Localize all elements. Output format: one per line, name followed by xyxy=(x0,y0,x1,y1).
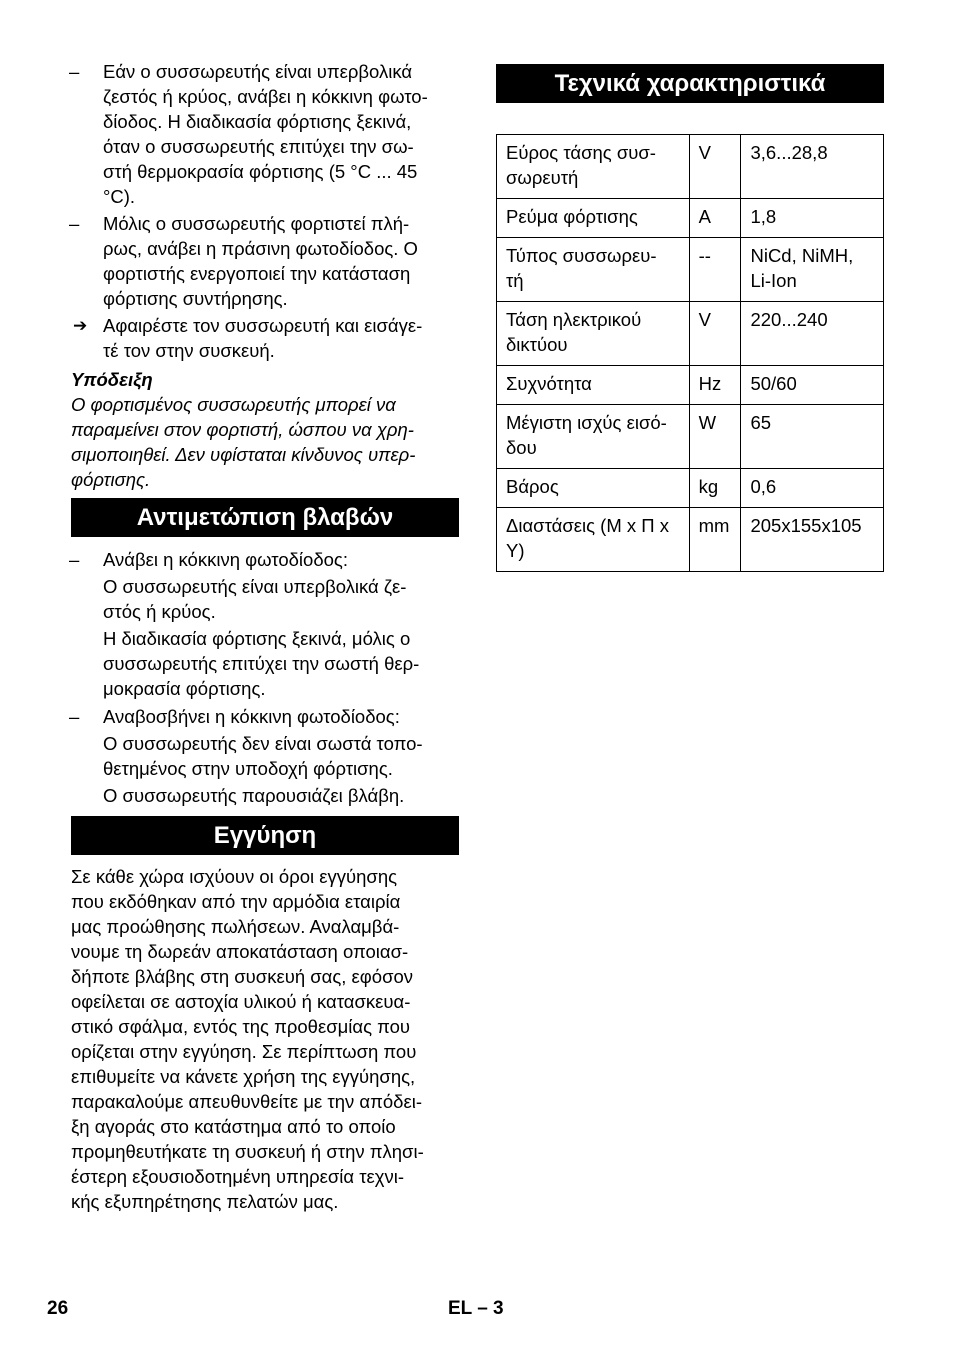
sub-paragraph xyxy=(103,626,459,701)
spec-value xyxy=(741,135,884,199)
spec-label xyxy=(497,199,690,238)
table-row xyxy=(497,135,884,199)
spec-label-line: Διαστάσεις (Μ x Π x xyxy=(506,515,670,536)
table-row xyxy=(497,366,884,405)
spec-unit: mm xyxy=(689,508,741,572)
text-line: μοκρασία φόρτισης. xyxy=(103,678,266,699)
spec-value-line: 65 xyxy=(750,412,772,433)
spec-value xyxy=(741,508,884,572)
warranty-line: που εκδόθηκαν από την αρμόδια εταιρία xyxy=(71,891,401,912)
sub-paragraph xyxy=(103,783,459,808)
spec-value xyxy=(741,238,884,302)
charging-steps-list xyxy=(71,59,459,363)
table-row xyxy=(497,469,884,508)
dash-bullet: – xyxy=(69,61,80,82)
text-line: όταν ο συσσωρευτής επιτύχει την σω- xyxy=(103,136,414,157)
warranty-line: κής εξυπηρέτησης πελατών μας. xyxy=(71,1191,339,1212)
text-line: Ο συσσωρευτής παρουσιάζει βλάβη. xyxy=(103,785,405,806)
text-line: δίοδος. Η διαδικασία φόρτισης ξεκινά, xyxy=(103,111,412,132)
note-body xyxy=(71,392,459,492)
spec-label xyxy=(497,238,690,302)
troubleshooting-heading: Αντιμετώπιση βλαβών xyxy=(71,498,459,537)
list-item xyxy=(71,313,459,363)
spec-value-line: Li-Ion xyxy=(750,270,797,291)
list-item xyxy=(71,547,459,701)
spec-label-line: Τάση ηλεκτρικού xyxy=(506,309,642,330)
spec-label-line: Υ) xyxy=(506,540,525,561)
warranty-line: ορίζεται στην εγγύηση. Σε περίπτωση που xyxy=(71,1041,417,1062)
spec-label-line: Ρεύμα φόρτισης xyxy=(506,206,638,227)
spec-value xyxy=(741,199,884,238)
text-line: Εάν ο συσσωρευτής είναι υπερβολικά xyxy=(103,61,413,82)
warranty-line: Σε κάθε χώρα ισχύουν οι όροι εγγύησης xyxy=(71,866,398,887)
spec-label xyxy=(497,302,690,366)
specs-heading: Τεχνικά χαρακτηριστικά xyxy=(496,64,884,103)
text-line: Αναβοσβήνει η κόκκινη φωτοδίοδος: xyxy=(103,706,400,727)
spec-value-line: NiCd, NiMH, xyxy=(750,245,854,266)
right-column xyxy=(496,64,884,572)
spec-unit: W xyxy=(689,405,741,469)
spec-label-line: Συχνότητα xyxy=(506,373,592,394)
spec-unit: -- xyxy=(689,238,741,302)
spec-value xyxy=(741,405,884,469)
spec-label-line: Τύπος συσσωρευ- xyxy=(506,245,657,266)
spec-value-line: 1,8 xyxy=(750,206,777,227)
text-line: τέ τον στην συσκευή. xyxy=(103,340,275,361)
spec-value xyxy=(741,302,884,366)
list-item xyxy=(71,211,459,311)
table-row xyxy=(497,405,884,469)
text-line: φόρτισης συντήρησης. xyxy=(103,288,288,309)
left-column xyxy=(71,59,459,1214)
spec-value-line: 0,6 xyxy=(750,476,777,497)
table-row xyxy=(497,238,884,302)
note-line: Ο φορτισμένος συσσωρευτής μπορεί να xyxy=(71,394,396,415)
table-row xyxy=(497,508,884,572)
spec-label-line: δικτύου xyxy=(506,334,568,355)
spec-label xyxy=(497,135,690,199)
sub-paragraph xyxy=(103,574,459,624)
warranty-line: ξη αγοράς στο κατάστημα από το οποίο xyxy=(71,1116,396,1137)
warranty-line: μας προώθησης πωλήσεων. Αναλαμβά- xyxy=(71,916,400,937)
text-line: στός ή κρύος. xyxy=(103,601,216,622)
text-line: Ο συσσωρευτής είναι υπερβολικά ζε- xyxy=(103,576,407,597)
page-number: 26 xyxy=(47,1298,69,1319)
warranty-line: στικό σφάλμα, εντός της προθεσμίας που xyxy=(71,1016,411,1037)
spec-label-line: τή xyxy=(506,270,524,291)
warranty-line: παρακαλούμε απευθυνθείτε με την απόδει- xyxy=(71,1091,422,1112)
warranty-line: νουμε τη δωρεάν αποκατάσταση οποιασ- xyxy=(71,941,409,962)
text-line: Η διαδικασία φόρτισης ξεκινά, μόλις ο xyxy=(103,628,411,649)
sub-paragraph xyxy=(103,731,459,781)
spec-label xyxy=(497,469,690,508)
warranty-line: επιθυμείτε να κάνετε χρήση της εγγύησης, xyxy=(71,1066,416,1087)
text-line: Ο συσσωρευτής δεν είναι σωστά τοπο- xyxy=(103,733,423,754)
spec-label xyxy=(497,508,690,572)
warranty-text xyxy=(71,864,459,1214)
text-line: Ανάβει η κόκκινη φωτοδίοδος: xyxy=(103,549,348,570)
table-row xyxy=(497,199,884,238)
text-line: Μόλις ο συσσωρευτής φορτιστεί πλή- xyxy=(103,213,410,234)
dash-bullet: – xyxy=(69,213,80,234)
spec-unit: kg xyxy=(689,469,741,508)
text-line: φορτιστής ενεργοποιεί την κατάσταση xyxy=(103,263,411,284)
spec-label-line: Μέγιστη ισχύς εισό- xyxy=(506,412,667,433)
troubleshooting-list xyxy=(71,547,459,808)
spec-label xyxy=(497,405,690,469)
text-line: συσσωρευτής επιτύχει την σωστή θερ- xyxy=(103,653,420,674)
text-line: ρως, ανάβει η πράσινη φωτοδίοδος. Ο xyxy=(103,238,418,259)
warranty-heading: Εγγύηση xyxy=(71,816,459,855)
note-line: σιμοποιηθεί. Δεν υφίσταται κίνδυνος υπερ- xyxy=(71,444,416,465)
spec-value xyxy=(741,366,884,405)
spec-label-line: δου xyxy=(506,437,537,458)
list-item xyxy=(71,59,459,209)
note-line: παραμείνει στον φορτιστή, ώσπου να χρη- xyxy=(71,419,414,440)
spec-label xyxy=(497,366,690,405)
spec-unit: V xyxy=(689,135,741,199)
list-item xyxy=(71,704,459,808)
spec-unit: Hz xyxy=(689,366,741,405)
dash-bullet: – xyxy=(69,706,80,727)
text-line: °C). xyxy=(103,186,136,207)
table-row xyxy=(497,302,884,366)
note-line: φόρτισης. xyxy=(71,469,151,490)
spec-label-line: σωρευτή xyxy=(506,167,579,188)
spec-value xyxy=(741,469,884,508)
language-page-label: EL – 3 xyxy=(448,1298,504,1319)
spec-value-line: 205x155x105 xyxy=(750,515,862,536)
warranty-line: έστερη εξουσιοδοτημένη υπηρεσία τεχνι- xyxy=(71,1166,405,1187)
spec-unit: A xyxy=(689,199,741,238)
specs-table xyxy=(496,134,884,572)
spec-unit: V xyxy=(689,302,741,366)
note-title: Υπόδειξη xyxy=(71,369,153,390)
warranty-line: προμηθευτήκατε τη συσκευή ή στην πλησι- xyxy=(71,1141,424,1162)
spec-value-line: 220...240 xyxy=(750,309,828,330)
text-line: Αφαιρέστε τον συσσωρευτή και εισάγε- xyxy=(103,315,423,336)
text-line: στή θερμοκρασία φόρτισης (5 °C ... 45 xyxy=(103,161,418,182)
warranty-line: δήποτε βλάβης στη συσκευή σας, εφόσον xyxy=(71,966,414,987)
warranty-line: οφείλεται σε αστοχία υλικού ή κατασκευα- xyxy=(71,991,411,1012)
text-line: θετημένος στην υποδοχή φόρτισης. xyxy=(103,758,393,779)
spec-label-line: Εύρος τάσης συσ- xyxy=(506,142,656,163)
dash-bullet: – xyxy=(69,549,80,570)
spec-value-line: 3,6...28,8 xyxy=(750,142,828,163)
spec-value-line: 50/60 xyxy=(750,373,797,394)
arrow-right-icon: ➔ xyxy=(73,316,88,335)
text-line: ζεστός ή κρύος, ανάβει η κόκκινη φωτο- xyxy=(103,86,428,107)
spec-label-line: Βάρος xyxy=(506,476,559,497)
